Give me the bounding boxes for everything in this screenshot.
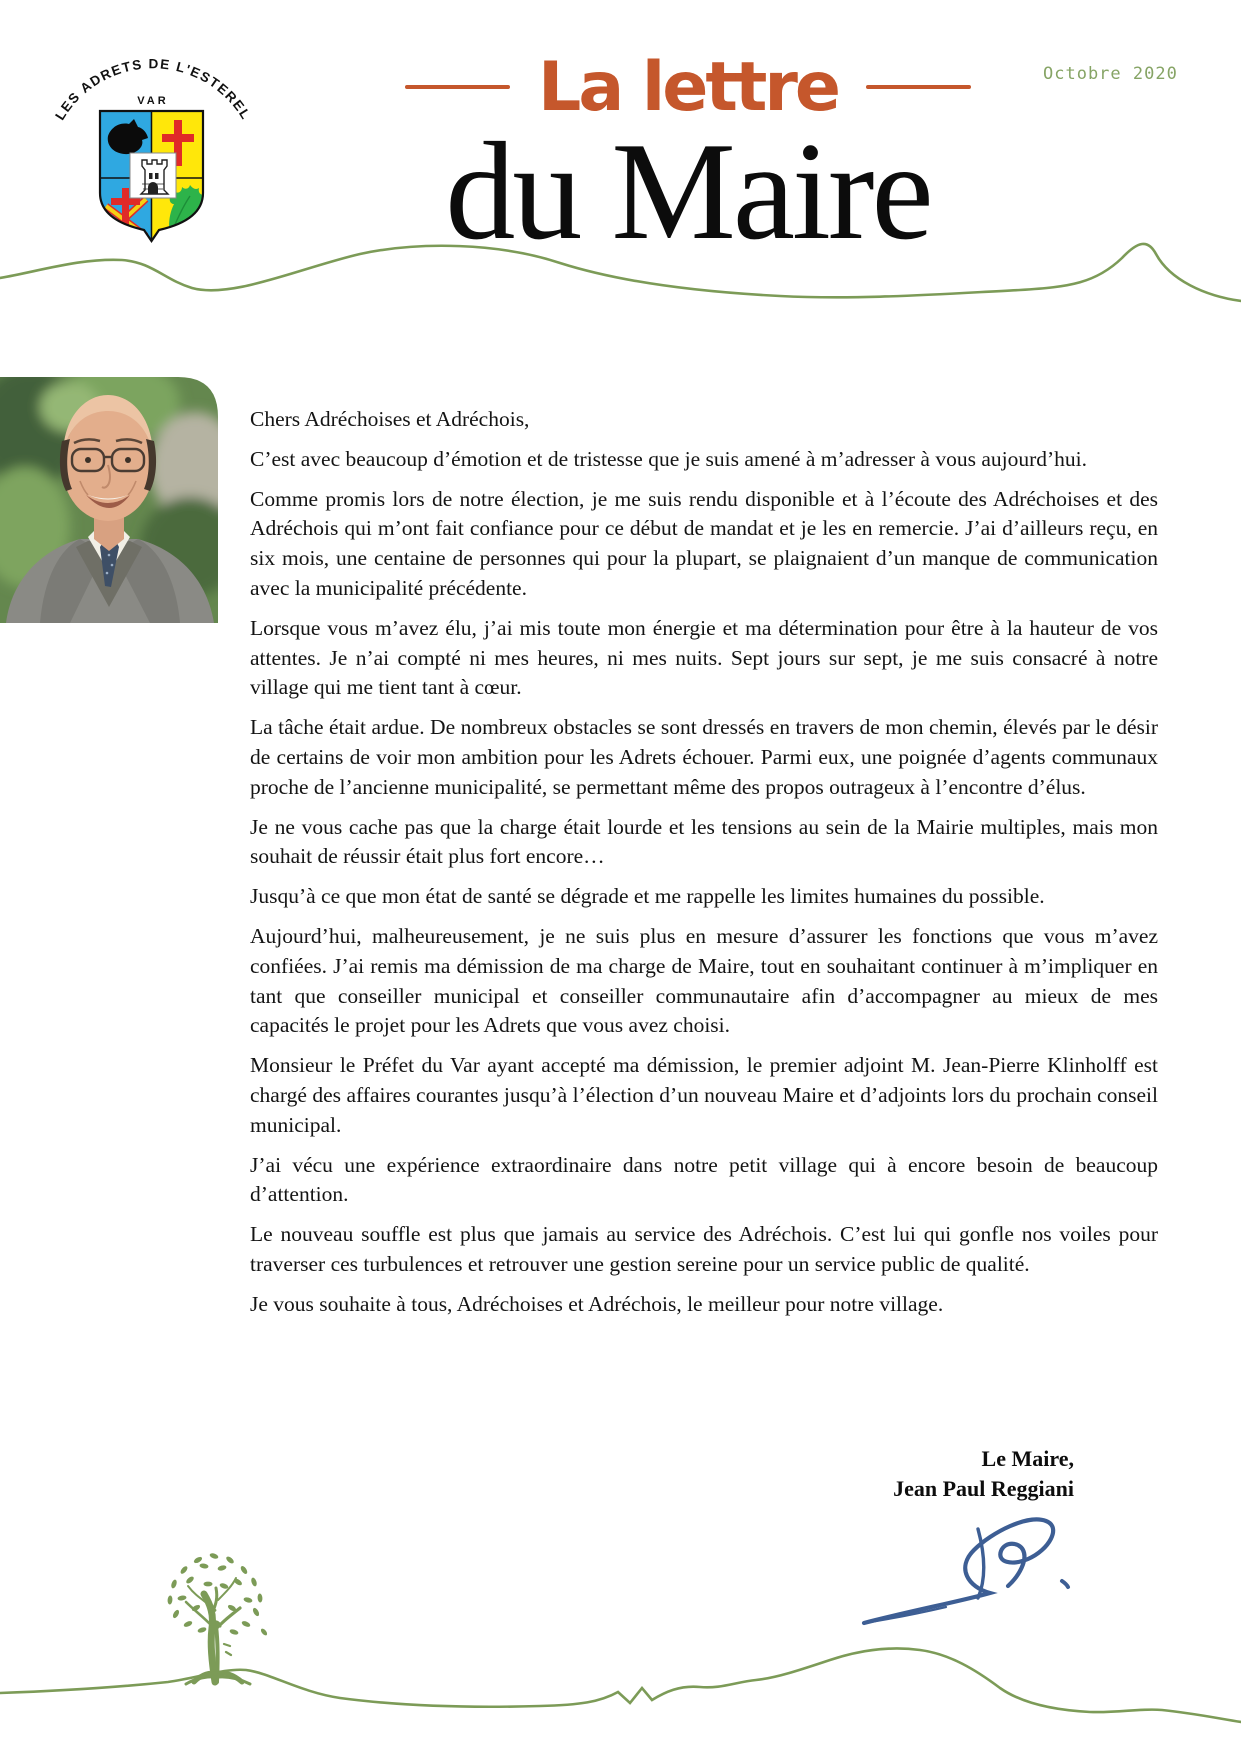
signature-scribble xyxy=(850,1505,1110,1645)
newsletter-title: La lettre xyxy=(538,47,838,127)
letter-paragraph: Je ne vous cache pas que la charge était lourde et les tensions au sein de la Mairie multiples, mais mon souhait de réussir était plus fort encore… xyxy=(250,814,1158,869)
bottom-wave-divider xyxy=(0,1630,1241,1754)
coat-of-arms xyxy=(48,36,260,254)
signoff-role: Le Maire, xyxy=(981,1446,1074,1471)
letter-paragraph: Lorsque vous m’avez élu, j’ai mis toute mon énergie et ma détermination pour être à la hauteur de vos attentes. Je n’ai compté ni mes heures, ni mes nuits. Sept jours sur sept, je me suis consacré à notre village qui me tient tant à cœur. xyxy=(250,615,1158,700)
newsletter-subtitle: du Maire xyxy=(445,114,931,269)
letter-paragraph: La tâche était ardue. De nombreux obstacles se sont dressés en travers de mon chemin, élevés par le désir de certains de voir mon ambition pour les Adrets échouer. Parmi eux, une poignée d’agents communaux proche de l’ancienne municipalité, se permettant même des propos outrageux à l’encontre d’élus. xyxy=(250,715,1158,799)
letter-paragraph: Aujourd’hui, malheureusement, je ne suis plus en mesure d’assurer les fonctions que vous m’avez confiées. J’ai remis ma démission de ma charge de Maire, tout en souhaitant continuer à m’impliquer en tant que conseiller municipal et conseiller communautaire afin d’accompagner au mieux de mes capacités le projet pour les Adrets que vous avez choisi. xyxy=(250,923,1158,1038)
mayor-photo xyxy=(0,377,218,623)
title-dash-right xyxy=(866,85,971,89)
coat-department-text: VAR xyxy=(137,95,169,107)
letter-paragraph: J’ai vécu une expérience extraordinaire dans notre petit village qui à encore besoin de beaucoup d’attention. xyxy=(250,1152,1158,1207)
letter-greeting: Chers Adréchoises et Adréchois, xyxy=(250,407,530,431)
letter-paragraph: C’est avec beaucoup d’émotion et de tristesse que je suis amené à m’adresser à vous aujourd’hui. xyxy=(250,446,1088,471)
signoff-block xyxy=(893,1444,1074,1504)
letter-paragraph: Le nouveau souffle est plus que jamais au service des Adréchois. C’est lui qui gonfle nos voiles pour traverser ces turbulences et retrouver une gestion sereine pour un service public de qualité. xyxy=(250,1222,1158,1276)
letter-body xyxy=(250,405,1158,1330)
coat-arc-text: LES ADRETS DE L'ESTEREL xyxy=(52,56,254,123)
title-dash-left xyxy=(405,85,510,89)
signoff-name: Jean Paul Reggiani xyxy=(893,1476,1074,1501)
top-wave-divider xyxy=(0,228,1241,328)
letter-paragraph: Jusqu’à ce que mon état de santé se dégrade et me rappelle les limites humaines du possible. xyxy=(250,884,1045,909)
issue-date: Octobre 2020 xyxy=(1043,64,1178,84)
castle-icon xyxy=(130,153,176,198)
letter-paragraph: Je vous souhaite à tous, Adréchoises et Adréchois, le meilleur pour notre village. xyxy=(250,1291,944,1316)
letter-paragraph: Comme promis lors de notre élection, je me suis rendu disponible et à l’écoute des Adréchoises et des Adréchois qui m’ont fait confiance pour ce début de mandat et je les en remercie. J’ai d’ailleurs reçu, en six mois, une centaine de personnes qui pour la plupart, se plaignaient d’un manque de communication avec la municipalité précédente. xyxy=(250,486,1158,600)
letter-paragraph: Monsieur le Préfet du Var ayant accepté ma démission, le premier adjoint M. Jean-Pierre Klinholff est chargé des affaires courantes jusqu’à l’élection d’un nouveau Maire et d’adjoints lors du prochain conseil municipal. xyxy=(250,1053,1158,1137)
